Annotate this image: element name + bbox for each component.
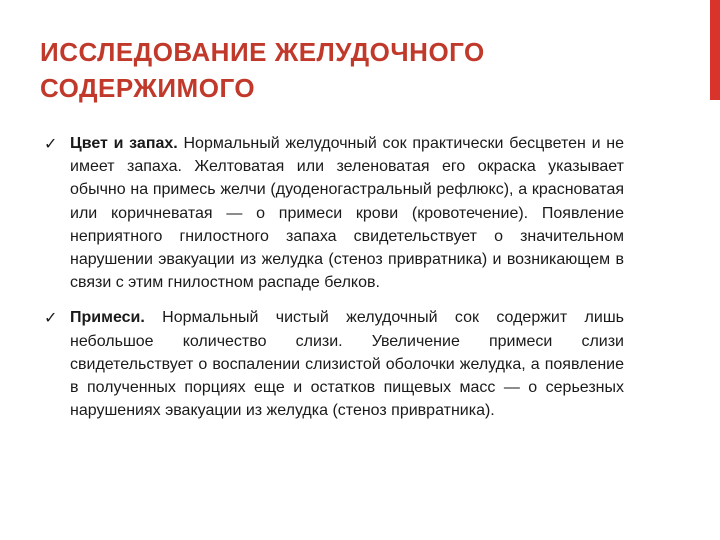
slide-title: ИССЛЕДОВАНИЕ ЖЕЛУДОЧНОГО СОДЕРЖИМОГО xyxy=(40,37,485,103)
bullet-paragraph xyxy=(70,306,624,422)
checkmark-icon: ✓ xyxy=(44,134,58,153)
accent-bar xyxy=(710,0,720,100)
bullet-color-smell xyxy=(44,132,624,294)
checkmark-icon: ✓ xyxy=(44,308,58,328)
bullet-lead: Примеси. xyxy=(70,309,145,327)
bullet-list xyxy=(44,132,624,434)
bullet-text: Нормальный чистый желудочный сок содержит лишь небольшое количество слизи. Увеличение примеси слизи свидетельствует о воспалении слизистой оболочки желудка, а появление в полученных порциях еще и остатков пищевых масс — о серьезных нарушениях эвакуации из желудка (стеноз привратника). xyxy=(70,309,624,420)
bullet-text: Нормальный желудочный сок практически бесцветен и не имеет запаха. Желтоватая или зеленоватая его окраска указывает обычно на примесь желчи (дуоденогастральный рефлюкс), а красноватая или коричневатая — о примеси крови (кровотечение). Появление неприятного гнилостного запаха свидетельствует о значительном нарушении эвакуации из желудка (стеноз привратника) и возникающем в связи с этим гнилостном распаде белков. xyxy=(70,135,625,292)
bullet-impurities xyxy=(44,306,624,422)
bullet-paragraph xyxy=(70,132,624,294)
bullet-lead: Цвет и запах. xyxy=(70,135,178,152)
